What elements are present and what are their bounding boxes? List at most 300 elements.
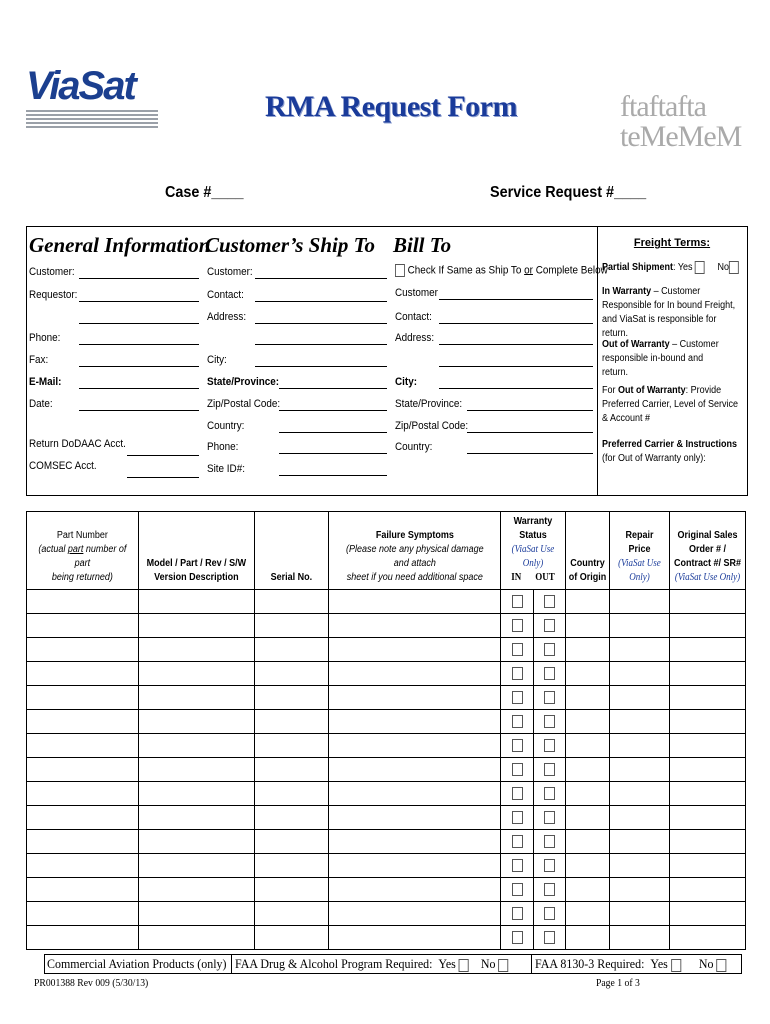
table-row bbox=[27, 734, 746, 758]
table-cell[interactable] bbox=[138, 878, 254, 902]
table-cell[interactable] bbox=[138, 686, 254, 710]
page-number: Page 1 of 3 bbox=[596, 977, 640, 989]
ship-to-zip-field[interactable] bbox=[279, 410, 387, 411]
warranty-out-cell[interactable] bbox=[534, 638, 566, 662]
logo-stripe bbox=[26, 110, 158, 112]
bill-to-contact-label: Contact: bbox=[395, 311, 432, 323]
table-cell[interactable] bbox=[254, 590, 328, 614]
table-cell[interactable] bbox=[27, 758, 139, 782]
bill-to-state-label: State/Province: bbox=[395, 398, 463, 410]
ship-to-zip-label: Zip/Postal Code: bbox=[207, 398, 281, 410]
preferred-carrier-note bbox=[602, 438, 746, 466]
logo-stripe bbox=[26, 126, 158, 128]
table-cell[interactable] bbox=[328, 638, 501, 662]
warranty-in-checkbox[interactable] bbox=[512, 907, 523, 920]
table-cell[interactable] bbox=[670, 806, 746, 830]
table-cell[interactable] bbox=[328, 854, 501, 878]
table-cell[interactable] bbox=[328, 662, 501, 686]
warranty-out-cell[interactable] bbox=[534, 806, 566, 830]
col-country bbox=[566, 512, 610, 590]
warranty-out-checkbox[interactable] bbox=[544, 811, 555, 824]
table-cell[interactable] bbox=[610, 902, 670, 926]
warranty-in-cell[interactable] bbox=[501, 662, 534, 686]
warranty-in-cell[interactable] bbox=[501, 734, 534, 758]
viasat-logo bbox=[26, 66, 158, 130]
warranty-in-checkbox[interactable] bbox=[512, 763, 523, 776]
warranty-in-checkbox[interactable] bbox=[512, 595, 523, 608]
table-cell[interactable] bbox=[254, 758, 328, 782]
warranty-out-cell[interactable] bbox=[534, 614, 566, 638]
warranty-out-cell[interactable] bbox=[534, 758, 566, 782]
table-cell[interactable] bbox=[328, 734, 501, 758]
warranty-out-checkbox[interactable] bbox=[544, 883, 555, 896]
bill-to-city-label: City: bbox=[395, 376, 418, 388]
bill-to-customer-field[interactable] bbox=[439, 299, 593, 300]
warranty-out-checkbox[interactable] bbox=[544, 691, 555, 704]
warranty-out-checkbox[interactable] bbox=[544, 931, 555, 944]
general-dodaac-field[interactable] bbox=[127, 455, 199, 456]
warranty-in-checkbox[interactable] bbox=[512, 691, 523, 704]
col-failure-title: Failure Symptoms bbox=[375, 530, 454, 541]
table-row bbox=[27, 758, 746, 782]
warranty-out-cell[interactable] bbox=[534, 830, 566, 854]
table-cell[interactable] bbox=[138, 902, 254, 926]
warranty-out-checkbox[interactable] bbox=[544, 739, 555, 752]
table-cell[interactable] bbox=[610, 926, 670, 950]
watermark-seal bbox=[620, 92, 745, 162]
out-warranty-note bbox=[602, 338, 728, 380]
bill-to-country-label: Country: bbox=[395, 441, 433, 453]
bill-to-address-field[interactable] bbox=[439, 344, 593, 345]
table-cell[interactable] bbox=[610, 782, 670, 806]
table-cell[interactable] bbox=[670, 830, 746, 854]
case-number-label: Case #____ bbox=[165, 184, 244, 201]
warranty-in-checkbox[interactable] bbox=[512, 931, 523, 944]
table-row bbox=[27, 806, 746, 830]
warranty-out-checkbox[interactable] bbox=[544, 643, 555, 656]
bill-to-zip-label: Zip/Postal Code: bbox=[395, 420, 469, 432]
table-cell[interactable] bbox=[566, 902, 610, 926]
logo-text: ViaSat bbox=[26, 64, 135, 108]
general-fax-field[interactable] bbox=[79, 366, 199, 367]
general-customer-label: Customer: bbox=[29, 266, 75, 278]
provide-carrier-prefix: For bbox=[602, 385, 619, 396]
warranty-out-cell[interactable] bbox=[534, 662, 566, 686]
out-warranty-text: – Customer responsible in-bound and return. bbox=[602, 339, 719, 378]
table-cell[interactable] bbox=[610, 662, 670, 686]
table-cell[interactable] bbox=[27, 830, 139, 854]
general-info-heading: General Information bbox=[29, 233, 211, 257]
table-cell[interactable] bbox=[328, 782, 501, 806]
table-cell[interactable] bbox=[27, 902, 139, 926]
bill-to-customer-label: Customer bbox=[395, 287, 438, 299]
ship-to-address-field-2[interactable] bbox=[255, 344, 387, 345]
table-cell[interactable] bbox=[138, 662, 254, 686]
table-cell[interactable] bbox=[254, 782, 328, 806]
warranty-in-checkbox[interactable] bbox=[512, 619, 523, 632]
partial-shipment-yes: : Yes bbox=[673, 262, 693, 274]
table-cell[interactable] bbox=[670, 734, 746, 758]
table-cell[interactable] bbox=[27, 734, 139, 758]
ship-to-phone-field[interactable] bbox=[279, 453, 387, 454]
warranty-in-cell[interactable] bbox=[501, 686, 534, 710]
ship-to-country-field[interactable] bbox=[279, 432, 387, 433]
col-part-number bbox=[27, 512, 139, 590]
table-cell[interactable] bbox=[27, 782, 139, 806]
warranty-in-checkbox[interactable] bbox=[512, 739, 523, 752]
table-cell[interactable] bbox=[138, 926, 254, 950]
faa-drug-row bbox=[235, 956, 509, 972]
watermark-line: ftaftafta bbox=[620, 90, 706, 123]
ship-to-state-field[interactable] bbox=[279, 388, 387, 389]
in-warranty-label: In Warranty bbox=[602, 286, 652, 297]
table-cell[interactable] bbox=[27, 614, 139, 638]
col-warranty-out: OUT bbox=[535, 572, 555, 583]
table-cell[interactable] bbox=[670, 758, 746, 782]
table-cell[interactable] bbox=[138, 734, 254, 758]
table-cell[interactable] bbox=[328, 710, 501, 734]
warranty-out-cell[interactable] bbox=[534, 782, 566, 806]
table-row bbox=[27, 830, 746, 854]
bill-to-address-field-2[interactable] bbox=[439, 366, 593, 367]
general-date-field[interactable] bbox=[79, 410, 199, 411]
preferred-carrier-text: (for Out of Warranty only): bbox=[602, 453, 706, 464]
table-cell[interactable] bbox=[27, 662, 139, 686]
table-cell[interactable] bbox=[328, 686, 501, 710]
col-warranty-note: (ViaSat Use Only) bbox=[511, 544, 555, 569]
preferred-carrier-label: Preferred Carrier & Instructions bbox=[602, 439, 738, 450]
table-cell[interactable] bbox=[254, 614, 328, 638]
partial-shipment-label: Partial Shipment bbox=[602, 262, 674, 274]
table-cell[interactable] bbox=[610, 830, 670, 854]
faa-drug-yes-label: Yes bbox=[438, 956, 456, 971]
bill-to-heading: Bill To bbox=[393, 233, 452, 257]
partial-no-checkbox[interactable] bbox=[729, 261, 739, 274]
table-cell[interactable] bbox=[138, 806, 254, 830]
table-cell[interactable] bbox=[610, 638, 670, 662]
ship-to-phone-label: Phone: bbox=[207, 441, 239, 453]
warranty-in-cell[interactable] bbox=[501, 710, 534, 734]
table-cell[interactable] bbox=[566, 878, 610, 902]
table-cell[interactable] bbox=[254, 662, 328, 686]
general-requestor-label: Requestor: bbox=[29, 289, 78, 301]
table-cell[interactable] bbox=[670, 782, 746, 806]
table-cell[interactable] bbox=[670, 878, 746, 902]
table-row bbox=[27, 854, 746, 878]
same-as-ship-or: or bbox=[524, 264, 533, 277]
col-failure-sub-2: sheet if you need additional space bbox=[346, 572, 483, 583]
table-row bbox=[27, 926, 746, 950]
warranty-in-cell[interactable] bbox=[501, 830, 534, 854]
table-cell[interactable] bbox=[566, 686, 610, 710]
bill-to-country-field[interactable] bbox=[467, 453, 593, 454]
partial-shipment-row bbox=[602, 261, 746, 275]
col-serial bbox=[254, 512, 328, 590]
table-cell[interactable] bbox=[27, 686, 139, 710]
table-cell[interactable] bbox=[610, 686, 670, 710]
table-cell[interactable] bbox=[138, 782, 254, 806]
warranty-in-checkbox[interactable] bbox=[512, 883, 523, 896]
table-row bbox=[27, 902, 746, 926]
table-row bbox=[27, 662, 746, 686]
warranty-out-checkbox[interactable] bbox=[544, 619, 555, 632]
table-cell[interactable] bbox=[328, 758, 501, 782]
watermark-line: teMeMeM bbox=[620, 120, 742, 153]
warranty-out-checkbox[interactable] bbox=[544, 667, 555, 680]
warranty-in-checkbox[interactable] bbox=[512, 643, 523, 656]
provide-carrier-text: : Provide Preferred Carrier, Level of Service & Account # bbox=[602, 385, 739, 424]
col-model-title: Model / Part / Rev / S/W bbox=[146, 558, 246, 569]
bill-to-same-as-ship[interactable] bbox=[395, 264, 608, 277]
table-cell[interactable] bbox=[254, 710, 328, 734]
warranty-out-checkbox[interactable] bbox=[544, 835, 555, 848]
ship-to-site-id-field[interactable] bbox=[279, 475, 387, 476]
faa-8130-no-checkbox[interactable] bbox=[716, 959, 726, 972]
general-comsec-field[interactable] bbox=[127, 477, 199, 478]
table-cell[interactable] bbox=[328, 878, 501, 902]
col-repair-note: (ViaSat Use bbox=[618, 558, 661, 569]
ship-to-contact-label: Contact: bbox=[207, 289, 244, 301]
warranty-in-cell[interactable] bbox=[501, 782, 534, 806]
logo-stripe bbox=[26, 122, 158, 124]
table-row bbox=[27, 638, 746, 662]
general-email-field[interactable] bbox=[79, 388, 199, 389]
warranty-out-cell[interactable] bbox=[534, 686, 566, 710]
table-cell[interactable] bbox=[670, 638, 746, 662]
page-title: RMA Request Form bbox=[265, 90, 517, 123]
table-cell[interactable] bbox=[27, 926, 139, 950]
table-cell[interactable] bbox=[254, 806, 328, 830]
table-cell[interactable] bbox=[566, 758, 610, 782]
ship-to-address-field[interactable] bbox=[255, 323, 387, 324]
table-cell[interactable] bbox=[670, 710, 746, 734]
warranty-in-cell[interactable] bbox=[501, 806, 534, 830]
table-cell[interactable] bbox=[254, 902, 328, 926]
ship-to-site-id-label: Site ID#: bbox=[207, 463, 245, 475]
table-cell[interactable] bbox=[670, 686, 746, 710]
table-cell[interactable] bbox=[328, 926, 501, 950]
table-cell[interactable] bbox=[138, 758, 254, 782]
logo-stripe bbox=[26, 114, 158, 116]
table-cell[interactable] bbox=[566, 734, 610, 758]
table-cell[interactable] bbox=[27, 710, 139, 734]
warranty-in-cell[interactable] bbox=[501, 614, 534, 638]
warranty-out-cell[interactable] bbox=[534, 854, 566, 878]
ship-to-heading: Customer’s Ship To bbox=[205, 233, 375, 257]
table-cell[interactable] bbox=[566, 614, 610, 638]
faa-drug-yes-checkbox[interactable] bbox=[459, 959, 469, 972]
table-cell[interactable] bbox=[328, 590, 501, 614]
general-requestor-field[interactable] bbox=[79, 301, 199, 302]
table-cell[interactable] bbox=[27, 638, 139, 662]
table-cell[interactable] bbox=[566, 854, 610, 878]
table-cell[interactable] bbox=[610, 614, 670, 638]
bill-to-city-field[interactable] bbox=[439, 388, 593, 389]
table-cell[interactable] bbox=[610, 758, 670, 782]
warranty-in-cell[interactable] bbox=[501, 926, 534, 950]
table-cell[interactable] bbox=[610, 710, 670, 734]
same-as-ship-checkbox[interactable] bbox=[395, 264, 405, 277]
general-comsec-label: COMSEC Acct. bbox=[29, 460, 97, 472]
table-cell[interactable] bbox=[254, 638, 328, 662]
warranty-in-cell[interactable] bbox=[501, 590, 534, 614]
col-warranty-title: Warranty bbox=[513, 516, 553, 527]
out-warranty-label: Out of Warranty bbox=[602, 339, 670, 350]
warranty-in-cell[interactable] bbox=[501, 638, 534, 662]
general-dodaac-label: Return DoDAAC Acct. bbox=[29, 438, 126, 450]
faa-drug-no-label: No bbox=[480, 956, 496, 971]
col-model-title-2: Version Description bbox=[153, 572, 239, 583]
table-cell[interactable] bbox=[670, 590, 746, 614]
table-cell[interactable] bbox=[566, 926, 610, 950]
footer-divider bbox=[231, 955, 232, 973]
col-failure-sub: (Please note any physical damage and attach bbox=[345, 544, 484, 569]
ship-to-contact-field[interactable] bbox=[255, 301, 387, 302]
table-cell[interactable] bbox=[254, 926, 328, 950]
bill-to-state-field[interactable] bbox=[467, 410, 593, 411]
table-cell[interactable] bbox=[610, 734, 670, 758]
ship-to-address-label: Address: bbox=[207, 311, 247, 323]
table-cell[interactable] bbox=[566, 782, 610, 806]
warranty-in-checkbox[interactable] bbox=[512, 835, 523, 848]
warranty-out-checkbox[interactable] bbox=[544, 715, 555, 728]
general-phone-field[interactable] bbox=[79, 344, 199, 345]
partial-yes-checkbox[interactable] bbox=[695, 261, 705, 274]
table-cell[interactable] bbox=[670, 902, 746, 926]
in-warranty-note bbox=[602, 285, 742, 341]
table-cell[interactable] bbox=[566, 638, 610, 662]
general-email-label: E-Mail: bbox=[29, 376, 62, 388]
table-cell[interactable] bbox=[254, 734, 328, 758]
faa-8130-label: FAA 8130-3 Required: bbox=[535, 956, 645, 971]
parts-table bbox=[26, 511, 746, 950]
warranty-out-cell[interactable] bbox=[534, 710, 566, 734]
warranty-in-checkbox[interactable] bbox=[512, 787, 523, 800]
table-cell[interactable] bbox=[138, 590, 254, 614]
faa-8130-yes-label: Yes bbox=[650, 956, 668, 971]
table-cell[interactable] bbox=[328, 830, 501, 854]
table-cell[interactable] bbox=[27, 878, 139, 902]
table-header-row bbox=[27, 512, 746, 590]
col-repair-title: Repair bbox=[625, 530, 654, 541]
warranty-out-cell[interactable] bbox=[534, 926, 566, 950]
table-row bbox=[27, 710, 746, 734]
ship-to-city-label: City: bbox=[207, 354, 227, 366]
warranty-out-cell[interactable] bbox=[534, 590, 566, 614]
table-cell[interactable] bbox=[27, 854, 139, 878]
general-date-label: Date: bbox=[29, 398, 53, 410]
col-part-text: (actual bbox=[38, 544, 68, 555]
table-cell[interactable] bbox=[566, 806, 610, 830]
faa-drug-no-checkbox[interactable] bbox=[499, 959, 509, 972]
table-cell[interactable] bbox=[670, 614, 746, 638]
document-number: PR001388 Rev 009 (5/30/13) bbox=[34, 977, 149, 989]
provide-carrier-bold: Out of Warranty bbox=[618, 385, 686, 396]
table-row bbox=[27, 878, 746, 902]
table-cell[interactable] bbox=[27, 590, 139, 614]
warranty-in-cell[interactable] bbox=[501, 902, 534, 926]
table-cell[interactable] bbox=[566, 830, 610, 854]
table-cell[interactable] bbox=[254, 686, 328, 710]
table-cell[interactable] bbox=[610, 854, 670, 878]
col-part-text: part bbox=[67, 544, 84, 555]
col-orig-title-2: Order # / bbox=[689, 544, 727, 555]
warranty-in-cell[interactable] bbox=[501, 854, 534, 878]
bill-to-zip-field[interactable] bbox=[467, 432, 593, 433]
table-cell[interactable] bbox=[610, 590, 670, 614]
faa-8130-row bbox=[535, 956, 727, 972]
warranty-out-checkbox[interactable] bbox=[544, 763, 555, 776]
ship-to-state-label: State/Province: bbox=[207, 376, 280, 388]
table-cell[interactable] bbox=[328, 902, 501, 926]
warranty-in-checkbox[interactable] bbox=[512, 811, 523, 824]
table-cell[interactable] bbox=[566, 590, 610, 614]
ship-to-customer-label: Customer: bbox=[207, 266, 253, 278]
col-failure bbox=[328, 512, 501, 590]
freight-terms-heading: Freight Terms: bbox=[633, 237, 711, 249]
table-cell[interactable] bbox=[138, 854, 254, 878]
table-cell[interactable] bbox=[670, 854, 746, 878]
general-customer-field[interactable] bbox=[79, 278, 199, 279]
warranty-in-cell[interactable] bbox=[501, 758, 534, 782]
col-part-text: number of part bbox=[74, 544, 127, 569]
warranty-in-checkbox[interactable] bbox=[512, 667, 523, 680]
col-warranty-in: IN bbox=[511, 572, 522, 583]
table-cell[interactable] bbox=[670, 662, 746, 686]
col-original-sales bbox=[670, 512, 746, 590]
warranty-out-checkbox[interactable] bbox=[544, 859, 555, 872]
table-cell[interactable] bbox=[138, 830, 254, 854]
table-cell[interactable] bbox=[254, 878, 328, 902]
table-cell[interactable] bbox=[328, 614, 501, 638]
col-country-title: Country bbox=[570, 558, 605, 569]
table-cell[interactable] bbox=[27, 806, 139, 830]
table-cell[interactable] bbox=[566, 710, 610, 734]
table-cell[interactable] bbox=[610, 806, 670, 830]
footer-divider bbox=[531, 955, 532, 973]
ship-to-country-label: Country: bbox=[207, 420, 245, 432]
table-cell[interactable] bbox=[138, 638, 254, 662]
bill-to-contact-field[interactable] bbox=[439, 323, 593, 324]
table-cell[interactable] bbox=[138, 614, 254, 638]
table-cell[interactable] bbox=[254, 854, 328, 878]
warranty-in-checkbox[interactable] bbox=[512, 715, 523, 728]
partial-shipment-no: No bbox=[717, 262, 729, 274]
faa-8130-yes-checkbox[interactable] bbox=[671, 959, 681, 972]
table-row bbox=[27, 782, 746, 806]
table-cell[interactable] bbox=[566, 662, 610, 686]
warranty-out-cell[interactable] bbox=[534, 734, 566, 758]
table-cell[interactable] bbox=[254, 830, 328, 854]
warranty-out-cell[interactable] bbox=[534, 902, 566, 926]
col-orig-title: Original Sales bbox=[677, 530, 738, 541]
table-cell[interactable] bbox=[328, 806, 501, 830]
col-orig-note: (ViaSat Use Only) bbox=[674, 572, 741, 583]
table-cell[interactable] bbox=[138, 710, 254, 734]
table-cell[interactable] bbox=[670, 926, 746, 950]
general-requestor-field-2[interactable] bbox=[79, 323, 199, 324]
warranty-out-checkbox[interactable] bbox=[544, 787, 555, 800]
ship-to-city-field[interactable] bbox=[255, 366, 387, 367]
warranty-out-checkbox[interactable] bbox=[544, 907, 555, 920]
table-cell[interactable] bbox=[610, 878, 670, 902]
faa-drug-label: FAA Drug & Alcohol Program Required: bbox=[235, 956, 433, 971]
warranty-out-cell[interactable] bbox=[534, 878, 566, 902]
warranty-in-checkbox[interactable] bbox=[512, 859, 523, 872]
ship-to-customer-field[interactable] bbox=[255, 278, 387, 279]
warranty-out-checkbox[interactable] bbox=[544, 595, 555, 608]
warranty-in-cell[interactable] bbox=[501, 878, 534, 902]
